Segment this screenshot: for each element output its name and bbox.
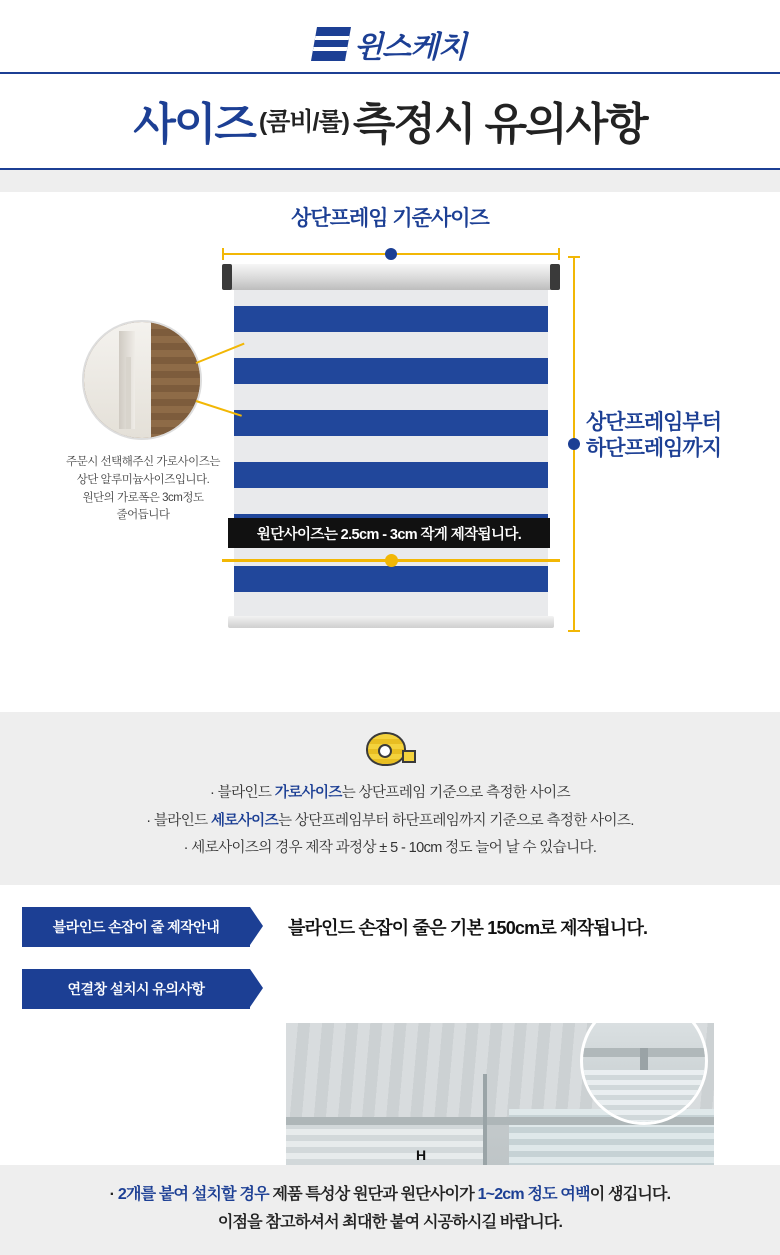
blind-bottom-rail [228, 616, 554, 628]
notice-tag-cord: 블라인드 손잡이 줄 제작안내 [22, 907, 250, 947]
footer-line-1-mid: 제품 특성상 원단과 원단사이가 [268, 1186, 478, 1203]
tape-measure-icon [362, 730, 418, 770]
footer-line-1 [0, 1181, 780, 1209]
width-note-line-4: 줄어듭니다 [116, 509, 170, 522]
blind-top-rail [222, 264, 560, 290]
title-part-1: 사이즈 [133, 100, 255, 149]
brand-name: 윈스케치 [354, 30, 466, 65]
notice-row-joint [0, 969, 780, 1009]
footer-line-1-post: 이 생깁니다. [589, 1186, 671, 1203]
info-line-1-emphasis: 가로사이즈 [274, 785, 342, 801]
width-note-line-2: 상단 알루미늄사이즈입니다. [76, 473, 210, 486]
gap-marker-icon: H [416, 1146, 427, 1163]
measurement-info-block [0, 712, 780, 885]
connector-closeup [580, 1023, 708, 1125]
vertical-measure-label [586, 410, 721, 463]
info-line-2-emphasis: 세로사이즈 [210, 812, 278, 829]
footer-line-1-emphasis-2: 1~2cm 정도 여백 [477, 1186, 590, 1203]
info-line-2 [0, 808, 780, 836]
info-line-2-pre: · 블라인드 [146, 812, 211, 829]
width-note-line-1: 주문시 선택해주신 가로사이즈는 [66, 456, 220, 468]
footer-line-2: 이점을 참고하셔서 최대한 붙여 시공하시길 바랍니다. [217, 1214, 563, 1231]
page-footer [0, 1165, 780, 1255]
width-note [38, 454, 248, 525]
fabric-size-callout-text: 원단사이즈는 2.5cm - 3cm 작게 제작됩니다. [256, 526, 522, 543]
info-line-2-post: 는 상단프레임부터 하단프레임까지 기준으로 측정한 사이즈. [278, 812, 634, 829]
width-note-line-3: 원단의 가로폭은 3cm정도 [82, 491, 204, 504]
page-header [0, 0, 780, 170]
top-frame-label: 상단프레임 기준사이즈 [291, 207, 489, 230]
footer-line-1-emphasis-1: 2개를 붙여 설치할 경우 [117, 1186, 269, 1203]
notice-row-cord [0, 907, 780, 947]
size-diagram [0, 192, 780, 712]
info-line-3 [0, 835, 780, 863]
title-part-2: (콤비/롤) [258, 108, 349, 136]
notice-text-cord: 블라인드 손잡이 줄은 기본 150cm로 제작됩니다. [288, 917, 648, 938]
blind-fabric [234, 290, 548, 616]
blind-logo-icon [311, 27, 351, 61]
mid-measure-dot [385, 554, 398, 567]
info-line-1-pre: · 블라인드 [210, 785, 275, 801]
footer-line-1-pre: · [109, 1186, 118, 1203]
brand-logo [0, 16, 780, 72]
info-line-3-text: · 세로사이즈의 경우 제작 과정상 ± 5 - 10cm 정도 늘어 날 수 있습니다. [183, 840, 597, 857]
vertical-label-line-2: 하단프레임까지 [586, 437, 722, 461]
info-line-1 [0, 780, 780, 808]
fabric-size-callout [228, 518, 550, 548]
blind-illustration [222, 264, 560, 632]
zoom-detail-icon [82, 320, 202, 440]
horizontal-measure-icon [222, 248, 560, 260]
page-title [0, 72, 780, 170]
vertical-measure-icon [568, 256, 580, 632]
spacer-strip [0, 170, 780, 192]
info-line-1-post: 는 상단프레임 기준으로 측정한 사이즈 [341, 785, 570, 801]
title-part-3: 측정시 유의사항 [352, 100, 647, 149]
vertical-label-line-1: 상단프레임부터 [586, 411, 722, 434]
notice-tag-joint: 연결창 설치시 유의사항 [22, 969, 250, 1009]
